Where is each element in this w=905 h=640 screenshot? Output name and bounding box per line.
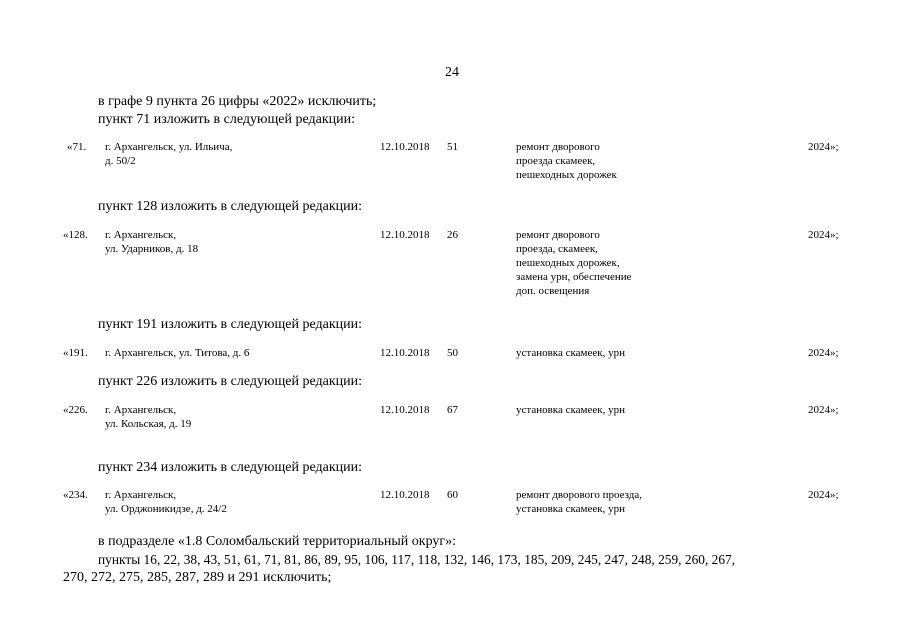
row-number: «234. — [63, 489, 88, 501]
work-line: пешеходных дорожек, — [516, 257, 620, 269]
address-line: ул. Ударников, д. 18 — [105, 243, 199, 255]
row-year: 2024»; — [808, 347, 839, 359]
address-line: д. 50/2 — [105, 155, 136, 167]
row-date: 12.10.2018 — [380, 489, 430, 501]
address-line: ул. Кольская, д. 19 — [105, 418, 192, 430]
intro-line-2: пункт 71 изложить в следующей редакции: — [98, 112, 355, 127]
row-count: 26 — [447, 229, 458, 241]
row-work — [516, 403, 625, 417]
work-line: доп. освещения — [516, 285, 590, 297]
work-line: проезда, скамеек, — [516, 243, 598, 255]
address-line: г. Архангельск, — [105, 489, 177, 501]
row-year: 2024»; — [808, 489, 839, 501]
row-count: 50 — [447, 347, 458, 359]
address-line: ул. Орджоникидзе, д. 24/2 — [105, 503, 227, 515]
row-work — [516, 228, 632, 298]
row-number: «191. — [63, 347, 88, 359]
outro-line-1: в подразделе «1.8 Соломбальский территориальный округ»: — [98, 534, 457, 549]
row-count: 60 — [447, 489, 458, 501]
work-line: ремонт дворового — [516, 229, 600, 241]
row-date: 12.10.2018 — [380, 404, 430, 416]
address-line: г. Архангельск, — [105, 404, 177, 416]
intro-line-1: в графе 9 пункта 26 цифры «2022» исключить; — [98, 94, 377, 109]
row-date: 12.10.2018 — [380, 347, 430, 359]
work-line: проезда скамеек, — [516, 155, 596, 167]
work-line: установка скамеек, урн — [516, 503, 625, 515]
row-count: 67 — [447, 404, 458, 416]
row-date: 12.10.2018 — [380, 141, 430, 153]
outro-line-3: 270, 272, 275, 285, 287, 289 и 291 исключить; — [63, 570, 332, 585]
address-line: г. Архангельск, ул. Ильича, — [105, 141, 233, 153]
work-line: пешеходных дорожек — [516, 169, 617, 181]
row-work — [516, 488, 642, 516]
page-number: 24 — [445, 65, 459, 80]
heading-p234: пункт 234 изложить в следующей редакции: — [98, 460, 362, 475]
row-address — [105, 140, 232, 168]
heading-p191: пункт 191 изложить в следующей редакции: — [98, 317, 362, 332]
row-number: «71. — [67, 141, 87, 153]
address-line: г. Архангельск, — [105, 229, 177, 241]
row-work — [516, 346, 625, 360]
row-year: 2024»; — [808, 404, 839, 416]
work-line: замена урн, обеспечение — [516, 271, 632, 283]
work-line: установка скамеек, урн — [516, 347, 625, 359]
heading-p128: пункт 128 изложить в следующей редакции: — [98, 199, 362, 214]
row-address — [105, 228, 198, 256]
row-number: «128. — [63, 229, 88, 241]
heading-p226: пункт 226 изложить в следующей редакции: — [98, 374, 362, 389]
row-number: «226. — [63, 404, 88, 416]
row-year: 2024»; — [808, 141, 839, 153]
row-address — [105, 488, 227, 516]
row-address — [105, 346, 249, 360]
work-line: ремонт дворового — [516, 141, 600, 153]
row-year: 2024»; — [808, 229, 839, 241]
work-line: ремонт дворового проезда, — [516, 489, 643, 501]
row-count: 51 — [447, 141, 458, 153]
row-address — [105, 403, 191, 431]
row-date: 12.10.2018 — [380, 229, 430, 241]
work-line: установка скамеек, урн — [516, 404, 625, 416]
outro-line-2: пункты 16, 22, 38, 43, 51, 61, 71, 81, 86, 89, 95, 106, 117, 118, 132, 146, 173, 185, 209, 245, 247, 248, 259, 260, 267, — [98, 552, 736, 567]
address-line: г. Архангельск, ул. Титова, д. 6 — [105, 347, 250, 359]
row-work — [516, 140, 617, 182]
